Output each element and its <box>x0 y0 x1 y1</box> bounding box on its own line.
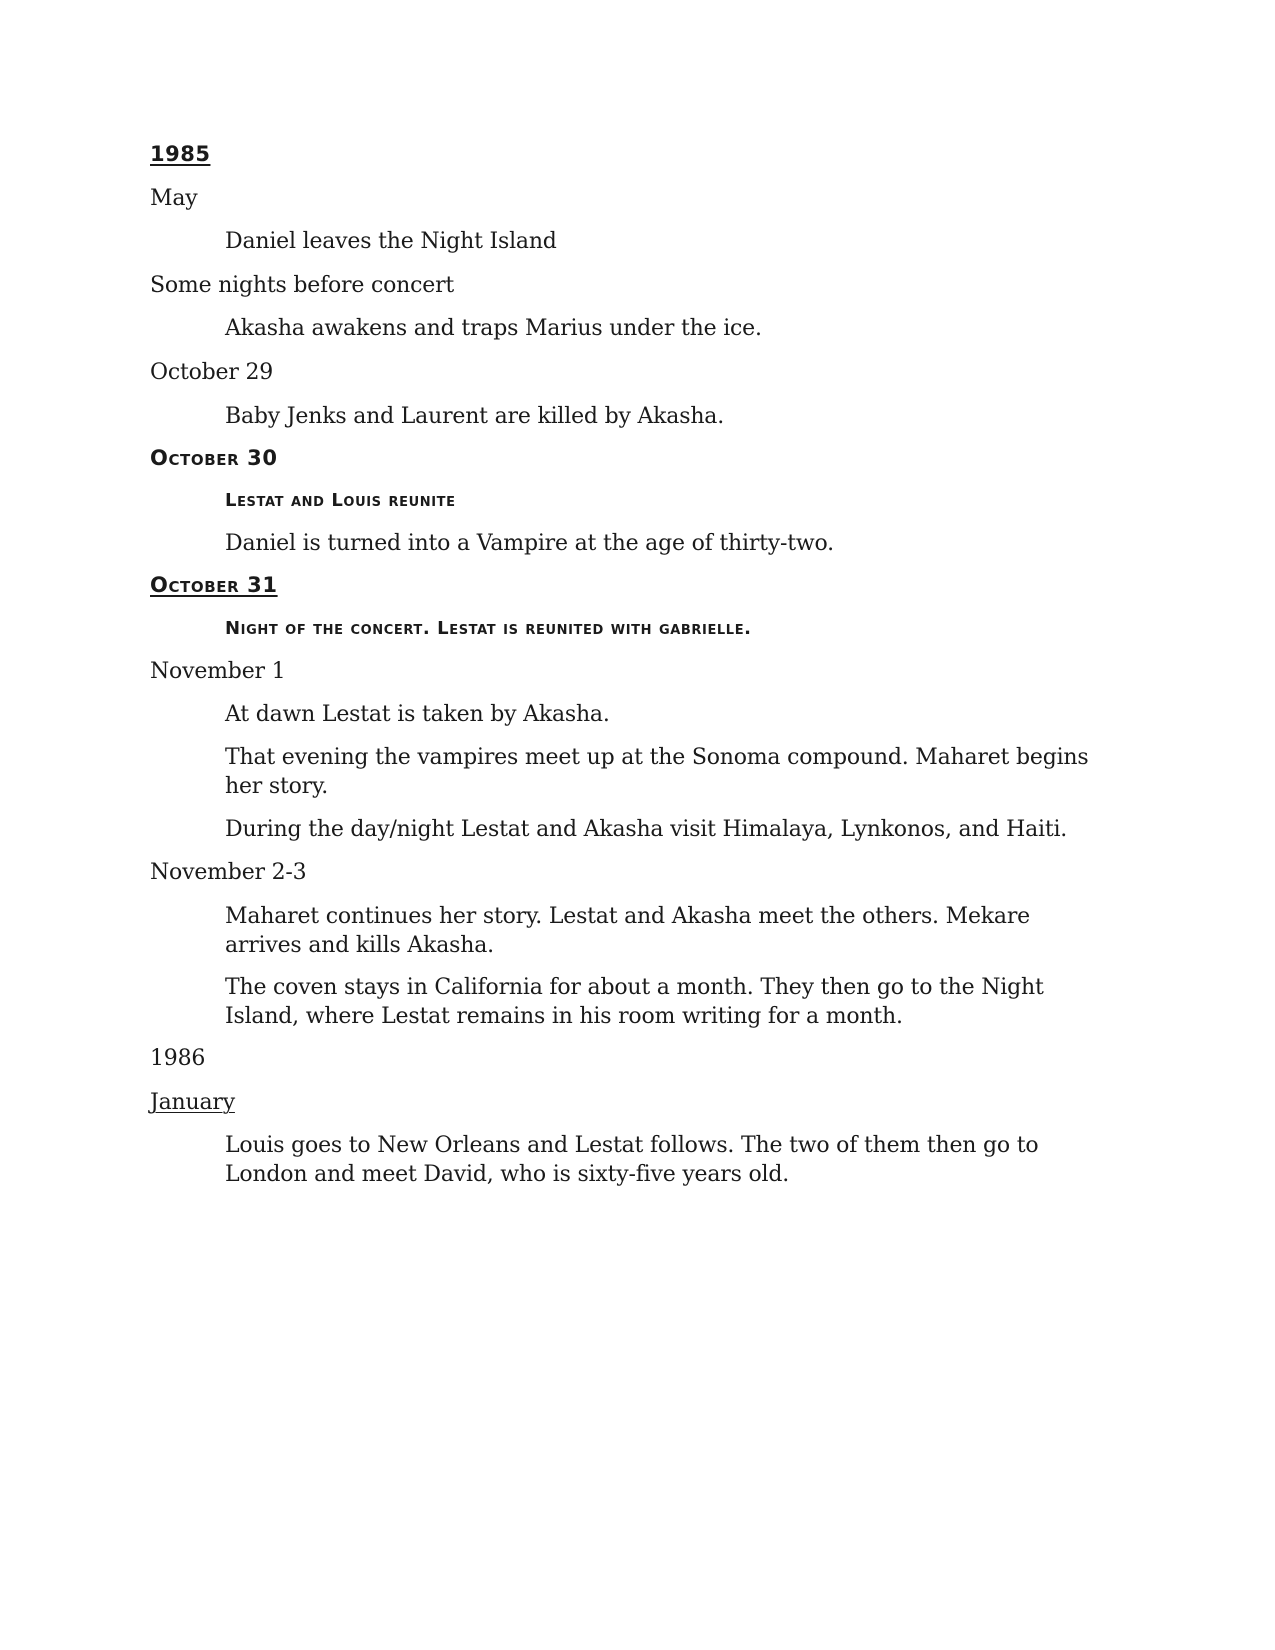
event-louis-new-orleans: Louis goes to New Orleans and Lestat follows. The two of them then go to London and meet David, who is sixty-five years old. <box>225 1133 1039 1187</box>
event-lestat-louis-reunite: Lestat and Louis reunite <box>225 490 456 511</box>
event-himalaya-visit: During the day/night Lestat and Akasha visit Himalaya, Lynkonos, and Haiti. <box>225 817 1068 842</box>
year-1985-heading: 1985 <box>150 142 211 166</box>
month-may: May <box>150 186 198 211</box>
event-akasha-awakens: Akasha awakens and traps Marius under the ice. <box>225 316 762 341</box>
event-lestat-taken: At dawn Lestat is taken by Akasha. <box>225 702 610 727</box>
event-daniel-turned: Daniel is turned into a Vampire at the age of thirty-two. <box>225 531 834 556</box>
event-sonoma-compound: That evening the vampires meet up at the Sonoma compound. Maharet begins her story. <box>225 745 1089 799</box>
event-daniel-leaves: Daniel leaves the Night Island <box>225 229 557 254</box>
date-november-1: November 1 <box>150 659 286 684</box>
event-coven-california: The coven stays in California for about a month. They then go to the Night Island, where Lestat remains in his room writing for a month. <box>225 975 1044 1029</box>
date-november-2-3: November 2-3 <box>150 860 307 885</box>
date-october-30: October 30 <box>150 446 278 470</box>
period-some-nights: Some nights before concert <box>150 273 455 298</box>
event-mekare-kills-akasha: Maharet continues her story. Lestat and Akasha meet the others. Mekare arrives and kills Akasha. <box>225 904 1030 958</box>
year-1986-heading: 1986 <box>150 1046 206 1071</box>
event-baby-jenks-killed: Baby Jenks and Laurent are killed by Akasha. <box>225 404 724 429</box>
month-january: January <box>150 1090 235 1115</box>
date-october-29: October 29 <box>150 360 274 385</box>
event-night-of-concert: Night of the concert. Lestat is reunited with gabrielle. <box>225 618 752 639</box>
date-october-31: October 31 <box>150 573 278 597</box>
